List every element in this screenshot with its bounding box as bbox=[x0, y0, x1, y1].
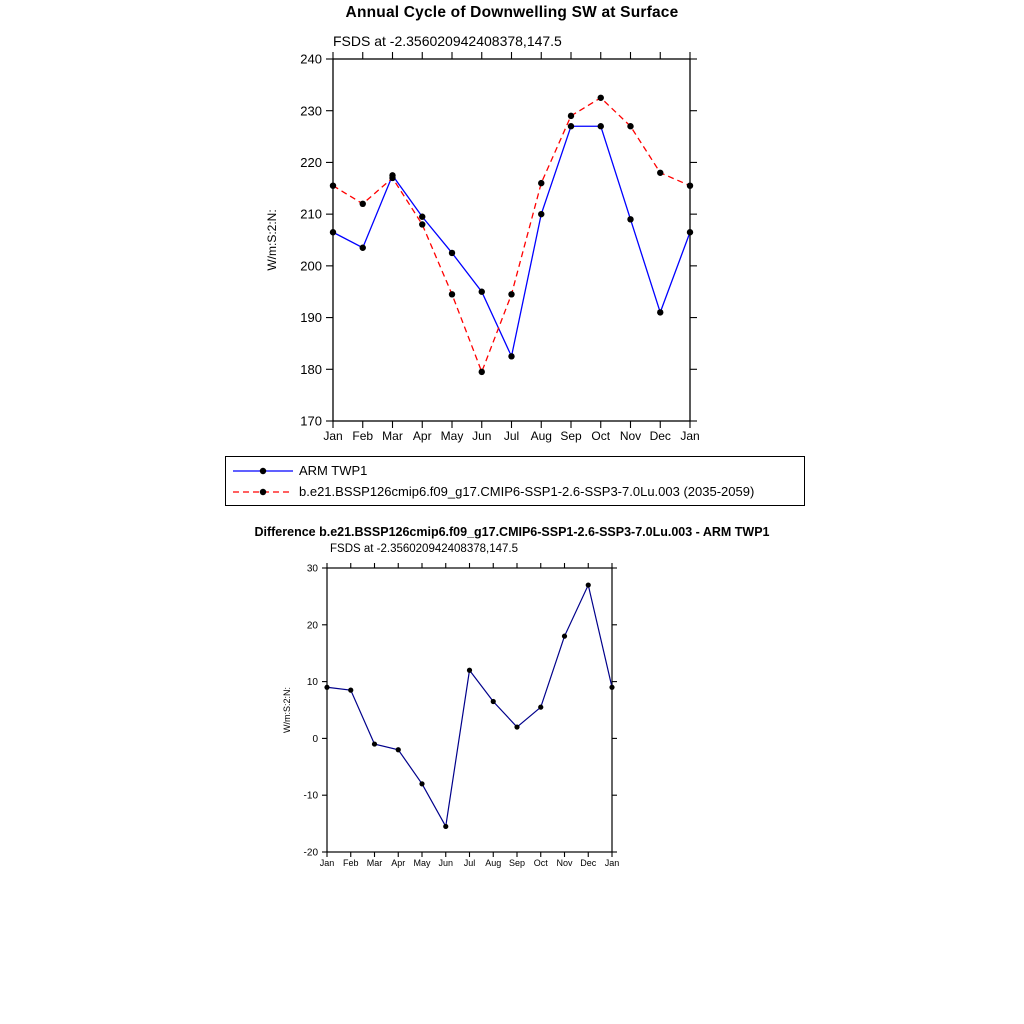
legend-item-model bbox=[231, 481, 799, 502]
x-tick-label: Aug bbox=[485, 858, 502, 868]
y-tick-label: -20 bbox=[303, 847, 318, 859]
data-point-marker bbox=[508, 291, 514, 297]
data-point-marker bbox=[419, 214, 425, 220]
x-tick-label: Dec bbox=[649, 429, 671, 443]
data-point-marker bbox=[389, 175, 395, 181]
data-point-marker bbox=[562, 634, 567, 639]
legend-sample-marker bbox=[260, 488, 266, 494]
legend-label-arm: ARM TWP1 bbox=[299, 463, 368, 478]
y-axis-title: W/m:S:2:N: bbox=[282, 686, 292, 734]
data-point-marker bbox=[609, 685, 614, 690]
x-tick-label: Sep bbox=[560, 429, 582, 443]
data-point-marker bbox=[687, 229, 693, 235]
x-tick-label: Dec bbox=[580, 858, 597, 868]
y-tick-label: 210 bbox=[300, 206, 322, 222]
x-tick-label: Jun bbox=[472, 429, 492, 443]
data-point-marker bbox=[598, 95, 604, 101]
data-point-marker bbox=[657, 309, 663, 315]
x-tick-label: May bbox=[440, 429, 464, 443]
series-line bbox=[333, 98, 690, 372]
y-tick-label: 240 bbox=[300, 51, 322, 67]
data-point-marker bbox=[330, 229, 336, 235]
y-tick-label: -10 bbox=[303, 790, 318, 802]
data-point-marker bbox=[514, 724, 519, 729]
legend-sample-marker bbox=[260, 467, 266, 473]
chart2-subtitle: FSDS at -2.356020942408378,147.5 bbox=[330, 543, 518, 555]
data-point-marker bbox=[443, 824, 448, 829]
y-tick-label: 220 bbox=[300, 154, 322, 170]
data-point-marker bbox=[467, 668, 472, 673]
y-tick-label: 180 bbox=[300, 361, 322, 377]
legend-line-sample-arm bbox=[231, 464, 295, 478]
chart1-subtitle: FSDS at -2.356020942408378,147.5 bbox=[333, 33, 562, 49]
x-tick-label: Mar bbox=[382, 429, 403, 443]
series-line bbox=[333, 126, 690, 356]
data-point-marker bbox=[586, 582, 591, 587]
x-tick-label: Jan bbox=[680, 429, 700, 443]
y-tick-label: 20 bbox=[306, 620, 318, 632]
data-point-marker bbox=[568, 123, 574, 129]
data-point-marker bbox=[324, 685, 329, 690]
x-tick-label: Feb bbox=[352, 429, 374, 443]
x-tick-label: Jul bbox=[463, 858, 476, 868]
data-point-marker bbox=[479, 289, 485, 295]
plot-frame bbox=[327, 568, 612, 852]
legend-item-arm-twp1 bbox=[231, 460, 799, 481]
x-tick-label: Apr bbox=[391, 858, 406, 868]
y-tick-label: 30 bbox=[306, 563, 318, 575]
x-tick-label: Feb bbox=[342, 858, 359, 868]
data-point-marker bbox=[449, 250, 455, 256]
y-tick-label: 0 bbox=[312, 733, 318, 745]
x-tick-label: Jan bbox=[323, 429, 343, 443]
x-tick-label: Sep bbox=[508, 858, 526, 868]
x-tick-label: Mar bbox=[366, 858, 383, 868]
data-point-marker bbox=[360, 201, 366, 207]
x-tick-label: Nov bbox=[556, 858, 573, 868]
data-point-marker bbox=[419, 221, 425, 227]
data-point-marker bbox=[491, 699, 496, 704]
data-point-marker bbox=[479, 369, 485, 375]
data-point-marker bbox=[598, 123, 604, 129]
chart1-title: Annual Cycle of Downwelling SW at Surface bbox=[345, 4, 679, 21]
x-tick-label: Nov bbox=[619, 429, 642, 443]
x-tick-label: Jul bbox=[503, 429, 520, 443]
x-tick-label: Jan bbox=[604, 858, 620, 868]
data-point-marker bbox=[687, 183, 693, 189]
x-tick-label: Apr bbox=[412, 429, 432, 443]
data-point-marker bbox=[396, 747, 401, 752]
data-point-marker bbox=[508, 353, 514, 359]
data-point-marker bbox=[627, 123, 633, 129]
x-tick-label: Oct bbox=[591, 429, 611, 443]
data-point-marker bbox=[627, 216, 633, 222]
chart1-legend bbox=[225, 456, 805, 506]
x-tick-label: Aug bbox=[530, 429, 552, 443]
chart2-title: Difference b.e21.BSSP126cmip6.f09_g17.CMIP6-SSP1-2.6-SSP3-7.0Lu.003 - ARM TWP1 bbox=[254, 525, 770, 539]
y-tick-label: 190 bbox=[300, 310, 322, 326]
data-point-marker bbox=[449, 291, 455, 297]
x-tick-label: Oct bbox=[533, 858, 548, 868]
x-tick-label: May bbox=[413, 858, 431, 868]
data-point-marker bbox=[330, 183, 336, 189]
legend-label-model: b.e21.BSSP126cmip6.f09_g17.CMIP6-SSP1-2.6-SSP3-7.0Lu.003 (2035-2059) bbox=[299, 484, 755, 499]
data-point-marker bbox=[419, 781, 424, 786]
chart1-plot-area bbox=[250, 28, 720, 458]
data-point-marker bbox=[348, 688, 353, 693]
x-tick-label: Jan bbox=[319, 858, 335, 868]
data-point-marker bbox=[538, 211, 544, 217]
data-point-marker bbox=[360, 245, 366, 251]
data-point-marker bbox=[657, 170, 663, 176]
chart2-plot-area bbox=[250, 552, 640, 882]
data-point-marker bbox=[538, 180, 544, 186]
y-tick-label: 170 bbox=[300, 413, 322, 429]
y-tick-label: 200 bbox=[300, 258, 322, 274]
legend-line-sample-model bbox=[231, 485, 295, 499]
y-tick-label: 230 bbox=[300, 103, 322, 119]
y-axis-title: W/m:S:2:N: bbox=[265, 209, 279, 271]
x-tick-label: Jun bbox=[438, 858, 454, 868]
data-point-marker bbox=[568, 113, 574, 119]
series-line bbox=[327, 585, 612, 826]
y-tick-label: 10 bbox=[306, 677, 318, 689]
data-point-marker bbox=[372, 741, 377, 746]
data-point-marker bbox=[538, 705, 543, 710]
